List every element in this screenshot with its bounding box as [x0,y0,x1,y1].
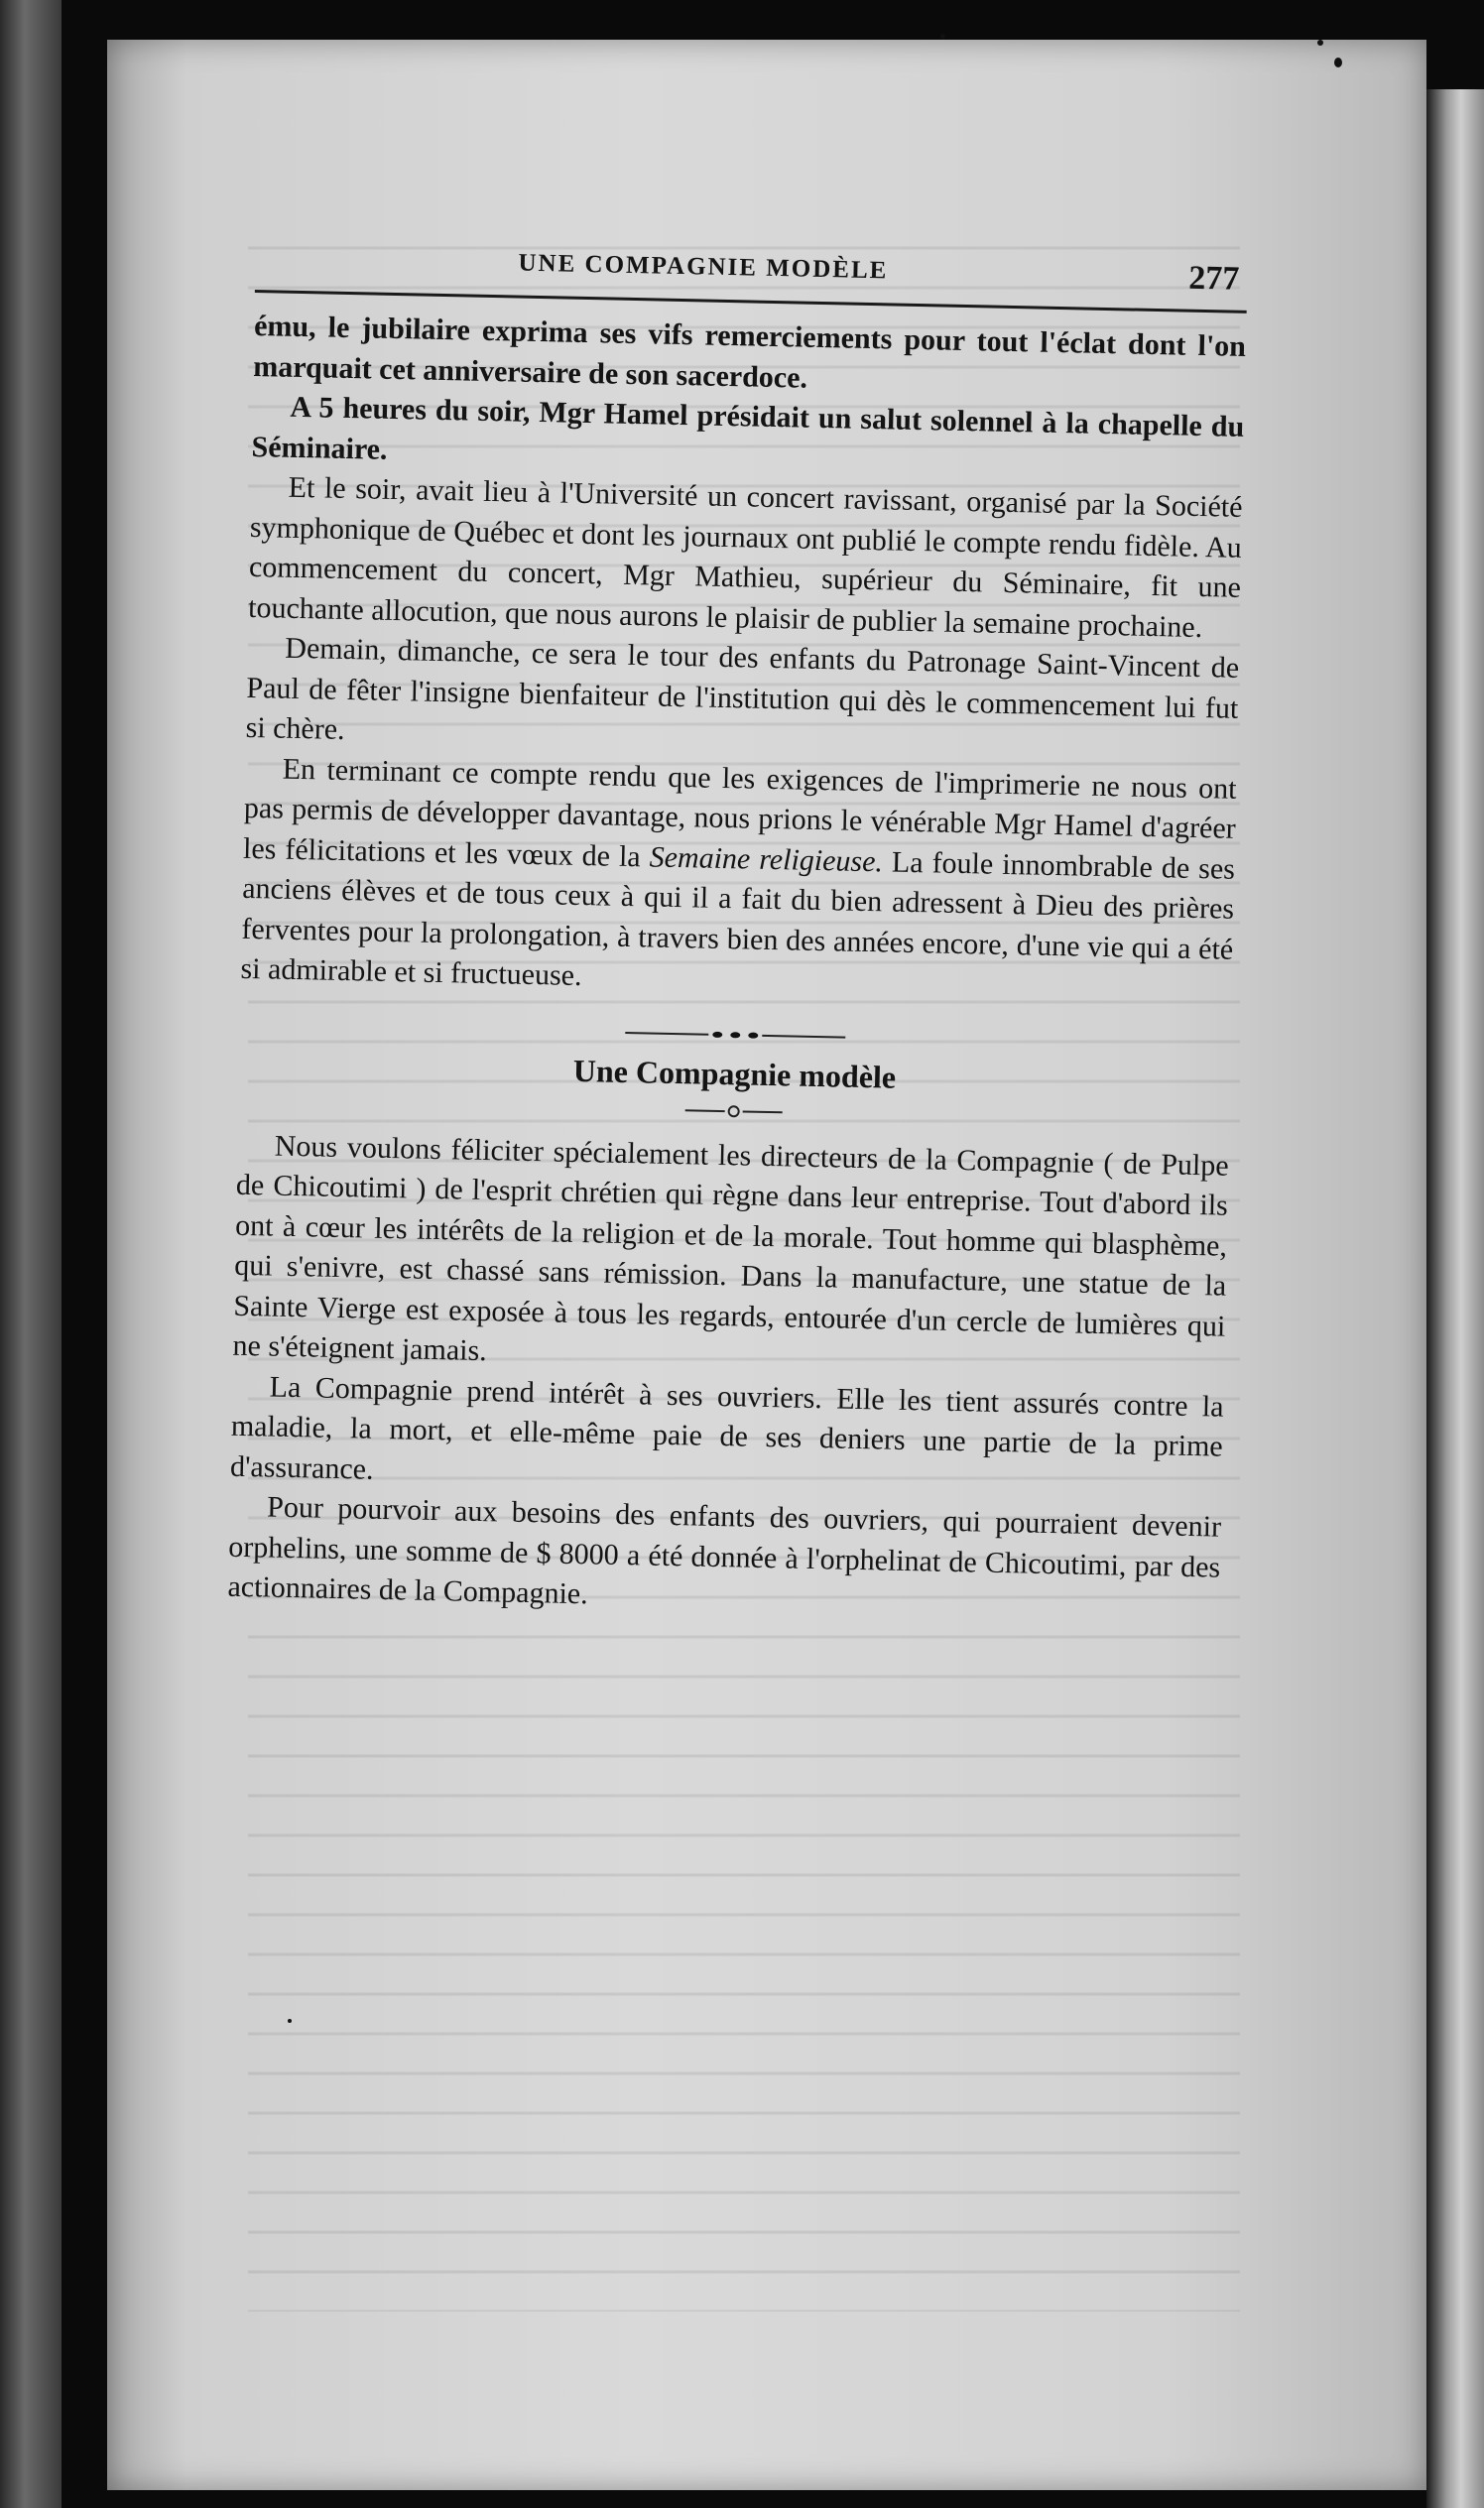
binding-edge [0,0,62,2508]
paragraph-company-religion: Nous voulons féliciter spécialement les directeurs de la Compagnie ( de Pulpe de Chicoutimi ) de l'esprit chrétien qui règne dans leur entreprise. Tout d'abord ils ont à cœur les intérêts de la religion et de la morale. Tout homme qui blasphème, qui s'enivre, est chassé sans rémission. Dans la manufacture, une statue de la Sainte Vierge est exposée à tous les regards, entourée d'un cercle de lumières qui ne s'éteignent jamais. [232,1129,1229,1368]
paragraph-closing [240,748,1237,1010]
paragraph-concert: Et le soir, avait lieu à l'Université un concert ravissant, organisé par la Société symphonique de Québec et dont les journaux ont publié le compte rendu fidèle. Au commencement du concert, Mgr Mathieu, supérieur du Séminaire, fit une touchante allocution, que nous aurons le plaisir de publier la semaine prochaine. [247,470,1243,644]
closing-text-start: En terminant ce compte rendu que les exigences de l'imprimerie ne nous ont pas permis de développer davantage, nous prions le vénérable Mgr Hamel d'agréer les félicitations et les vœux de la [242,752,1237,873]
paragraph-patronage: Demain, dimanche, ce sera le tour des enfants du Patronage Saint-Vincent de Paul de fêter l'insigne bienfaiteur de l'institution qui dès le commencement lui fut si chère. [245,631,1240,746]
section-title: Une Compagnie modèle [572,1052,897,1095]
paragraph-orphanage-donation: Pour pourvoir aux besoins des enfants des ouvriers, qui pourraient devenir orphelins, une somme de $ 8000 a été donnée à l'orphelinat de Chicoutimi, par des actionnaires de la Compagnie. [227,1490,1222,1611]
page-edge-strip [1426,89,1484,2508]
closing-text-end: La foule innombrable de ses anciens élèves et de tous ceux à qui il a fait du bien adressent à Dieu des prières ferventes pour la prolongation, à travers bien des années encore, d'une vie qui a été si admirable et si fructueuse. [240,844,1236,993]
page-number: 277 [1187,259,1240,298]
paragraph-company-insurance: La Compagnie prend intérêt à ses ouvriers. Elle les tient assurés contre la maladie, la mort, et elle-même paie de ses deniers une partie de la prime d'assurance. [229,1370,1224,1486]
running-title: UNE COMPAGNIE MODÈLE [518,249,889,285]
paragraph-evening-salut: A 5 heures du soir, Mgr Hamel présidait un salut solennel à la chapelle du Séminaire. [251,390,1245,466]
closing-italic-title: Semaine religieuse. [649,839,884,878]
paragraph-jubilee-thanks: ému, le jubilaire exprima ses vifs remerciements pour tout l'éclat dont l'on marquait cet anniversaire de son sacerdoce. [252,309,1247,395]
page-content [227,238,1248,1628]
